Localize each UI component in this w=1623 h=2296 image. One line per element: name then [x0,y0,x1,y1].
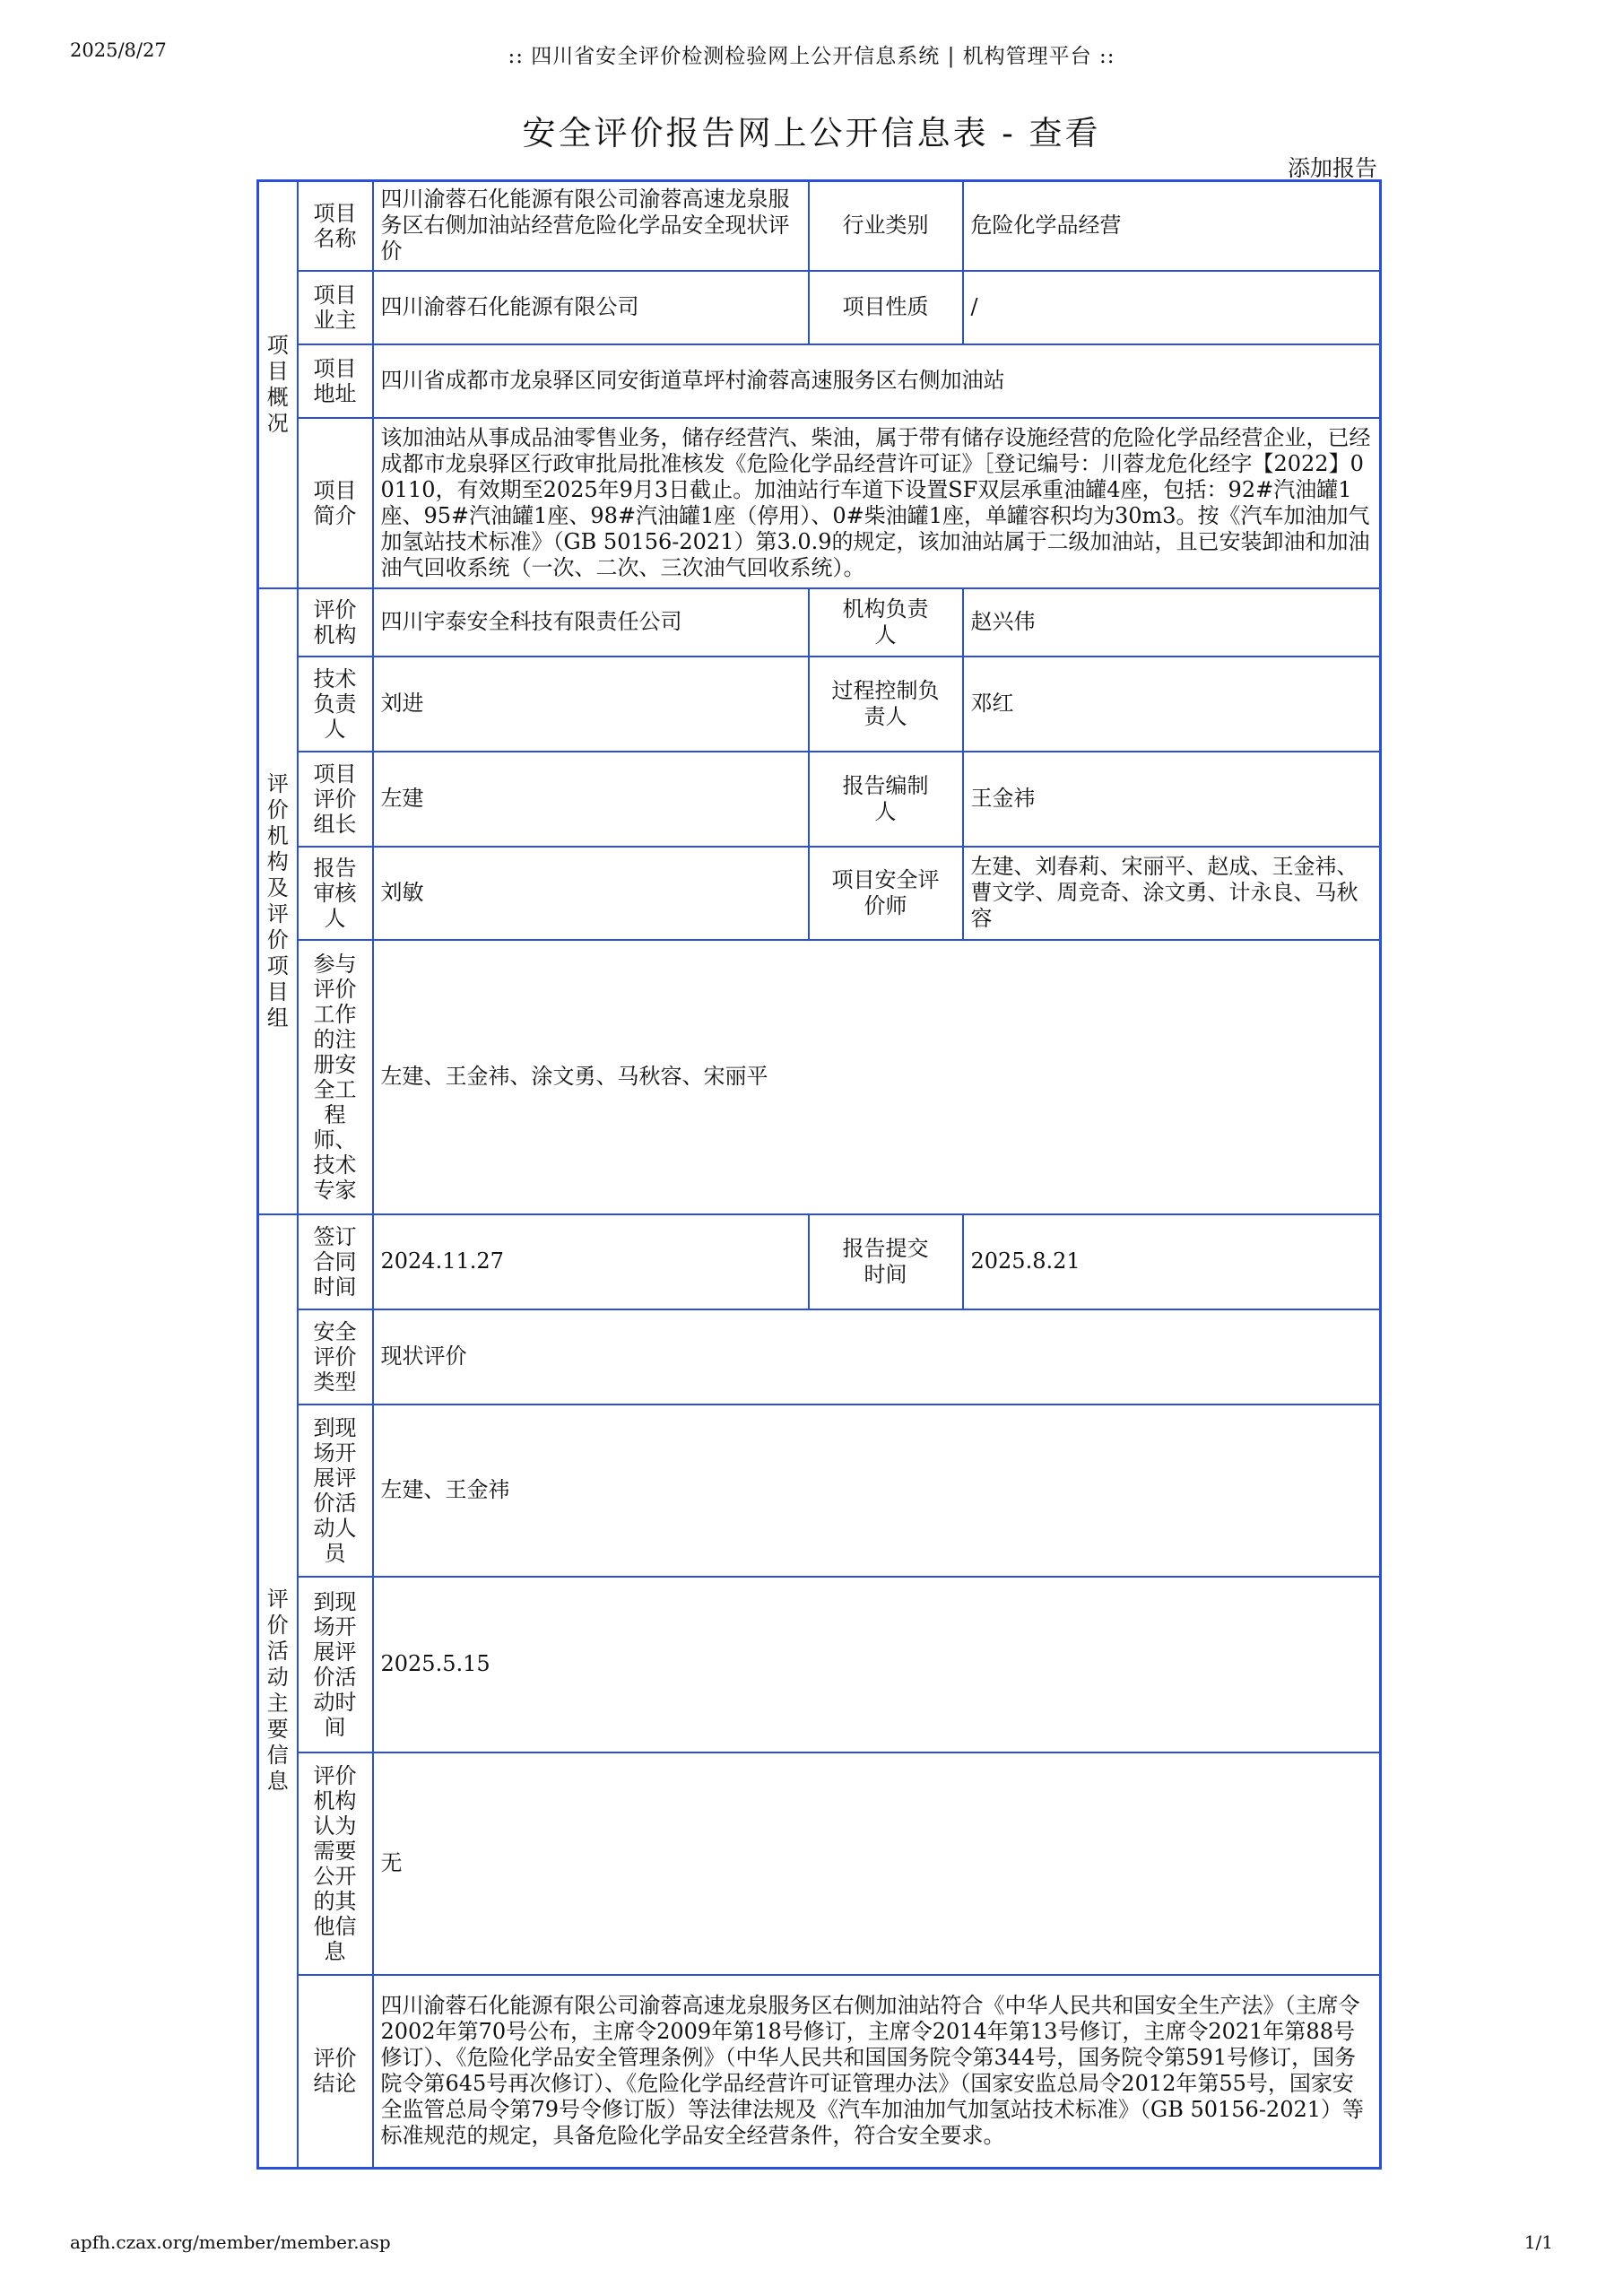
section-activity: 评价活动主要信息 [258,1214,298,2169]
page-title: 安全评价报告网上公开信息表 - 查看 [522,114,1101,152]
label-intro: 项目简介 [298,418,373,588]
print-footer-page: 1/1 [1523,2231,1553,2253]
label-process-lead: 过程控制负责人 [809,657,963,752]
value-team-lead: 左建 [373,752,809,847]
value-site-staff: 左建、王金祎 [373,1405,1381,1577]
value-process-lead: 邓红 [963,657,1381,752]
label-report-author: 报告编制人 [809,752,963,847]
add-report-link[interactable]: 添加报告 [1287,155,1377,181]
value-agency-head: 赵兴伟 [963,588,1381,657]
print-footer-url: apfh.czax.org/member/member.asp [70,2231,391,2253]
value-nature: / [963,271,1381,344]
label-project-name: 项目名称 [298,181,373,271]
label-assessors: 项目安全评价师 [809,847,963,940]
value-conclusion: 四川渝蓉石化能源有限公司渝蓉高速龙泉服务区右侧加油站符合《中华人民共和国安全生产法》（主席令2002年第70号公布，主席令2009年第18号修订，主席令2014年第13号修订，主席令2021年第88号修订）、《危险化学品安全管理条例》（中华人民共和国国务院令第344号，国务院令第591号修订，国务院令第645号再次修订）、《危险化学品经营许可证管理办法》（国家安监总局令2012年第55号，国家安全监管总局令第79号令修订版）等法律法规及《汽车加油加气加氢站技术标准》（GB 50156-2021）等标准规范的规定，具备危险化学品安全经营条件，符合安全要求。 [373,1975,1381,2169]
value-owner: 四川渝蓉石化能源有限公司 [373,271,809,344]
label-engineers: 参与评价工作的注册安全工程师、技术专家 [298,940,373,1214]
label-contract-date: 签订合同时间 [298,1214,373,1309]
label-nature: 项目性质 [809,271,963,344]
print-header-title: :: 四川省安全评价检测检验网上公开信息系统 | 机构管理平台 :: [508,45,1115,68]
value-project-name: 四川渝蓉石化能源有限公司渝蓉高速龙泉服务区右侧加油站经营危险化学品安全现状评价 [373,181,809,271]
label-reviewer: 报告审核人 [298,847,373,940]
value-site-date: 2025.5.15 [373,1577,1381,1752]
print-date: 2025/8/27 [70,39,167,61]
label-site-date: 到现场开展评价活动时间 [298,1577,373,1752]
label-tech-lead: 技术负责人 [298,657,373,752]
label-conclusion: 评价结论 [298,1975,373,2169]
value-other-info: 无 [373,1752,1381,1975]
report-info-table [256,179,1382,2170]
label-address: 项目地址 [298,344,373,418]
section-org: 评价机构及评价项目组 [258,588,298,1214]
section-overview: 项目概况 [258,181,298,588]
label-owner: 项目业主 [298,271,373,344]
value-assessors: 左建、刘春莉、宋丽平、赵成、王金祎、曹文学、周竞奇、涂文勇、计永良、马秋容 [963,847,1381,940]
value-tech-lead: 刘进 [373,657,809,752]
value-industry: 危险化学品经营 [963,181,1381,271]
label-assessment-type: 安全评价类型 [298,1309,373,1405]
value-reviewer: 刘敏 [373,847,809,940]
label-industry: 行业类别 [809,181,963,271]
value-contract-date: 2024.11.27 [373,1214,809,1309]
value-intro: 该加油站从事成品油零售业务，储存经营汽、柴油，属于带有储存设施经营的危险化学品经营企业，已经成都市龙泉驿区行政审批局批准核发《危险化学品经营许可证》［登记编号：川蓉龙危化经字【2022】00110，有效期至2025年9月3日截止。加油站行车道下设置SF双层承重油罐4座，包括：92#汽油罐1座、95#汽油罐1座、98#汽油罐1座（停用）、0#柴油罐1座，单罐容积均为30m3。按《汽车加油加气加氢站技术标准》（GB 50156-2021）第3.0.9的规定，该加油站属于二级加油站，且已安装卸油和加油油气回收系统（一次、二次、三次油气回收系统）。 [373,418,1381,588]
value-engineers: 左建、王金祎、涂文勇、马秋容、宋丽平 [373,940,1381,1214]
value-submit-date: 2025.8.21 [963,1214,1381,1309]
label-agency: 评价机构 [298,588,373,657]
value-agency: 四川宇泰安全科技有限责任公司 [373,588,809,657]
value-assessment-type: 现状评价 [373,1309,1381,1405]
label-other-info: 评价机构认为需要公开的其他信息 [298,1752,373,1975]
label-submit-date: 报告提交时间 [809,1214,963,1309]
value-address: 四川省成都市龙泉驿区同安街道草坪村渝蓉高速服务区右侧加油站 [373,344,1381,418]
label-agency-head: 机构负责人 [809,588,963,657]
label-team-lead: 项目评价组长 [298,752,373,847]
label-site-staff: 到现场开展评价活动人员 [298,1405,373,1577]
value-report-author: 王金祎 [963,752,1381,847]
